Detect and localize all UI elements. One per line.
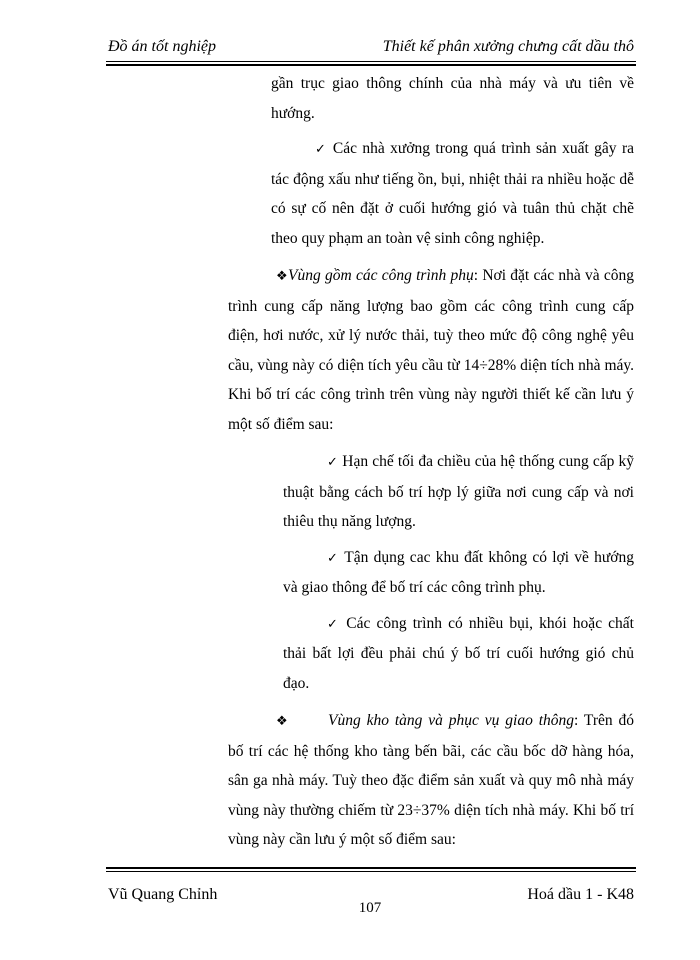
footer-rule-thin — [106, 871, 636, 872]
paragraph-1: gần trục giao thông chính của nhà máy và ưu tiên về hướng. — [271, 75, 634, 122]
bullet-item — [228, 447, 634, 537]
checkmark-icon: ✓ — [327, 455, 339, 470]
bullet-text: Tận dụng cac khu đất không có lợi về hướng và giao thông để bố trí các công trình phụ. — [283, 548, 634, 596]
checkmark-icon: ✓ — [327, 616, 341, 632]
checkmark-icon: ✓ — [327, 550, 340, 566]
footer-class: Hoá dầu 1 - K48 — [527, 886, 634, 903]
bullet-text: Các công trình có nhiều bụi, khói hoặc chất thải bất lợi đều phải chú ý bố trí cuối hướng gió chủ đạo. — [283, 614, 634, 692]
section-paragraph — [228, 706, 634, 855]
bullet-text: Các nhà xưởng trong quá trình sản xuất gây ra tác động xấu như tiếng ồn, bụi, nhiệt thải ra nhiều hoặc dễ có sự cố nên đặt ở cuối hướng gió và tuân thủ chặt chẽ theo quy phạm an toàn vệ sinh công nghiệp. — [271, 140, 635, 247]
section-label: Vùng kho tàng và phục vụ giao thông — [328, 712, 575, 729]
bullet-item — [228, 543, 634, 603]
page-body — [228, 69, 634, 855]
section-label: Vùng gồm các công trình phụ — [288, 267, 474, 284]
header-rule-thick — [106, 64, 636, 66]
header-right-title: Thiết kế phân xưởng chưng cất dầu thô — [382, 38, 634, 55]
section-text: : Trên đó bố trí các hệ thống kho tàng bến bãi, các cầu bốc dỡ hàng hóa, sân ga nhà máy. Tuỳ theo đặc điểm sản xuất và quy mô nhà máy vùng này thường chiếm từ 23÷37% diện tích nhà máy. Khi bố trí vùng này cần lưu ý một số điểm sau: — [228, 712, 634, 848]
section-text: : Nơi đặt các nhà và công trình cung cấp năng lượng bao gồm các công trình cung cấp điện, hơi nước, xử lý nước thải, tuỳ theo mức độ công nghệ yêu cầu, vùng này có diện tích yêu cầu từ 14÷28% diện tích nhà máy. Khi bố trí các công trình trên vùng này người thiết kế cần lưu ý một số điểm sau: — [228, 267, 635, 433]
header-left-title: Đồ án tốt nghiệp — [108, 38, 216, 55]
header-rule-thin — [106, 61, 636, 62]
bullet-item — [228, 134, 634, 253]
footer-author: Vũ Quang Chỉnh — [108, 886, 218, 903]
footer-rule-thick — [106, 867, 636, 869]
diamond-bullet-icon: ❖ — [276, 269, 289, 284]
section-paragraph — [228, 261, 634, 439]
diamond-bullet-icon: ❖ — [276, 714, 288, 729]
checkmark-icon: ✓ — [315, 142, 328, 157]
bullet-text: Hạn chế tối đa chiều của hệ thống cung cấp kỹ thuật bằng cách bố trí hợp lý giữa nơi cung cấp và nơi thiêu thụ năng lượng. — [283, 453, 634, 530]
page-number: 107 — [358, 900, 382, 916]
bullet-item — [228, 609, 634, 699]
